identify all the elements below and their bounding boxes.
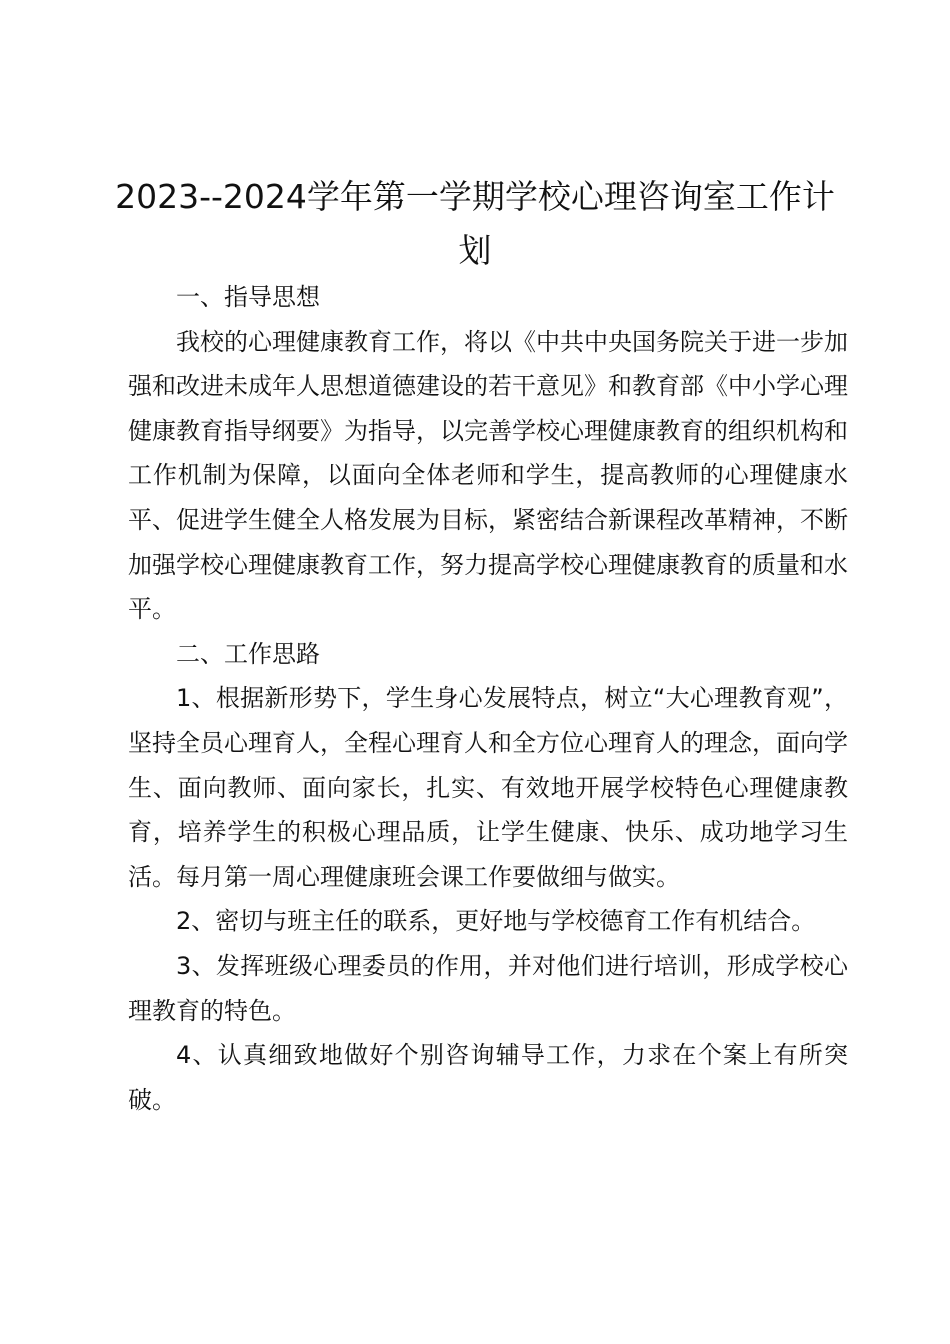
paragraph-guiding-ideology: 我校的心理健康教育工作，将以《中共中央国务院关于进一步加强和改进未成年人思想道德建设的若干意见》和教育部《中小学心理健康教育指导纲要》为指导，以完善学校心理健康教育的组织机构和工作机制为保障，以面向全体老师和学生，提高教师的心理健康水平、促进学生健全人格发展为目标，紧密结合新课程改革精神，不断加强学校心理健康教育工作，努力提高学校心理健康教育的质量和水平。 — [128, 327, 848, 624]
paragraph-item-3: 3、发挥班级心理委员的作用，并对他们进行培训，形成学校心理教育的特色。 — [128, 951, 848, 1025]
document-title: 2023--2024学年第一学期学校心理咨询室工作计划 — [115, 177, 835, 270]
document-body — [128, 275, 848, 1122]
paragraph-item-2: 2、密切与班主任的联系，更好地与学校德育工作有机结合。 — [176, 907, 816, 936]
paragraph-item-1: 1、根据新形势下，学生身心发展特点，树立“大心理教育观”，坚持全员心理育人，全程心理育人和全方位心理育人的理念，面向学生、面向教师、面向家长，扎实、有效地开展学校特色心理健康教育，培养学生的积极心理品质，让学生健康、快乐、成功地学习生活。每月第一周心理健康班会课工作要做细与做实。 — [128, 684, 848, 891]
paragraph-item-4: 4、认真细致地做好个别咨询辅导工作，力求在个案上有所突破。 — [128, 1041, 848, 1114]
section-heading-guiding-ideology: 一、指导思想 — [176, 283, 320, 311]
section-heading-work-approach: 二、工作思路 — [176, 639, 320, 668]
